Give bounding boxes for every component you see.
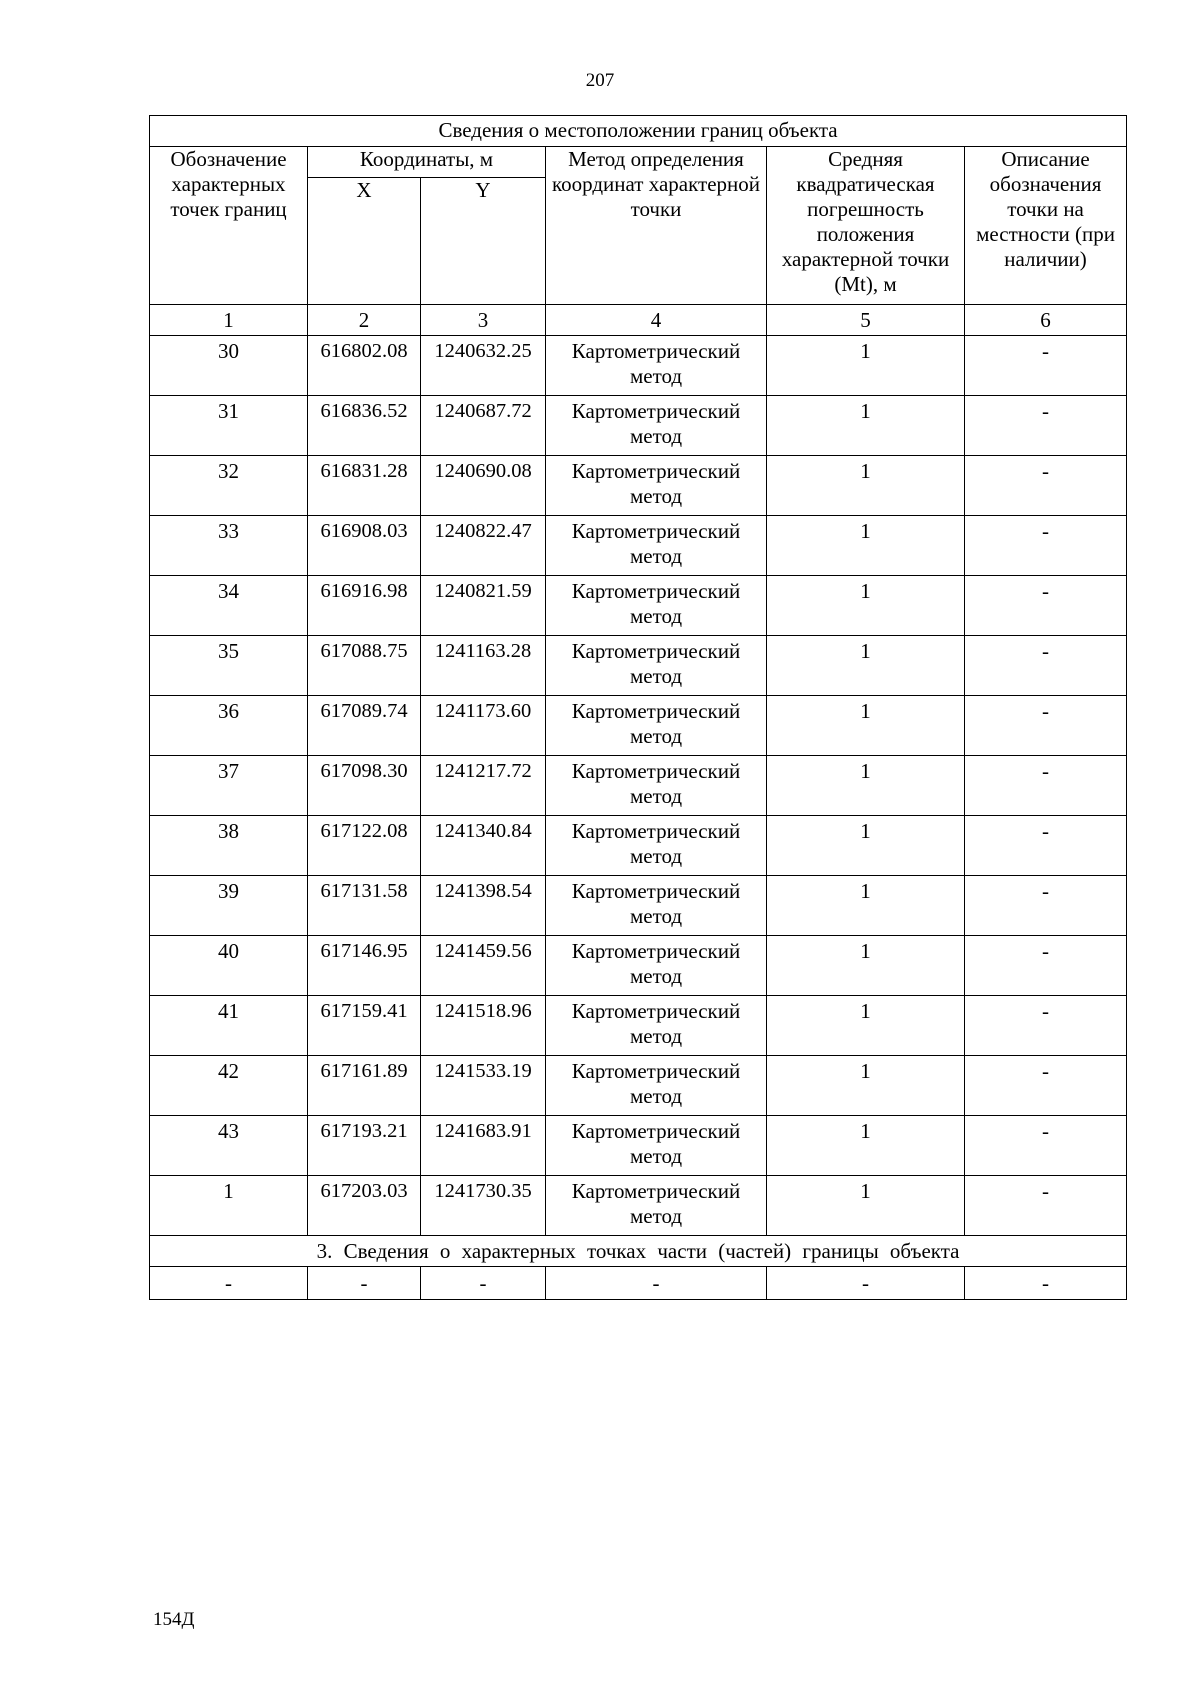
method-cell: Картометрический метод [546,936,767,996]
description-cell: - [965,1056,1127,1116]
header-coords: Координаты, м [308,147,546,178]
method-cell: Картометрический метод [546,756,767,816]
x-coordinate-cell: 617159.41 [308,996,421,1056]
table-cell: - [421,1267,546,1300]
table-cell: - [308,1267,421,1300]
y-coordinate-cell: 1240632.25 [421,336,546,396]
error-cell: 1 [767,1056,965,1116]
method-cell: Картометрический метод [546,336,767,396]
x-coordinate-cell: 617193.21 [308,1116,421,1176]
header-x: X [308,178,421,305]
boundary-coordinates-table [149,115,1127,1300]
description-cell: - [965,816,1127,876]
x-coordinate-cell: 617131.58 [308,876,421,936]
table-row [150,456,1127,516]
point-cell: 41 [150,996,308,1056]
description-cell: - [965,1176,1127,1236]
method-cell: Картометрический метод [546,516,767,576]
error-cell: 1 [767,996,965,1056]
y-coordinate-cell: 1241398.54 [421,876,546,936]
x-coordinate-cell: 617203.03 [308,1176,421,1236]
y-coordinate-cell: 1241217.72 [421,756,546,816]
column-number: 2 [308,305,421,336]
error-cell: 1 [767,396,965,456]
column-number: 4 [546,305,767,336]
point-cell: 36 [150,696,308,756]
header-method: Метод определения координат характерной точки [546,147,767,305]
description-cell: - [965,696,1127,756]
header-row [150,147,1127,178]
column-numbers-row [150,305,1127,336]
table-row [150,696,1127,756]
table-row [150,336,1127,396]
x-coordinate-cell: 616836.52 [308,396,421,456]
method-cell: Картометрический метод [546,636,767,696]
x-coordinate-cell: 617146.95 [308,936,421,996]
method-cell: Картометрический метод [546,696,767,756]
point-cell: 43 [150,1116,308,1176]
x-coordinate-cell: 617089.74 [308,696,421,756]
y-coordinate-cell: 1241533.19 [421,1056,546,1116]
point-cell: 1 [150,1176,308,1236]
column-number: 6 [965,305,1127,336]
section-3-row [150,1236,1127,1267]
table-title-row [150,116,1127,147]
error-cell: 1 [767,756,965,816]
table-row [150,636,1127,696]
table-row [150,756,1127,816]
table-row [150,396,1127,456]
x-coordinate-cell: 617161.89 [308,1056,421,1116]
table-cell: - [767,1267,965,1300]
description-cell: - [965,456,1127,516]
table-row [150,816,1127,876]
table-cell: - [965,1267,1127,1300]
section-3-empty-row [150,1267,1127,1300]
y-coordinate-cell: 1241683.91 [421,1116,546,1176]
error-cell: 1 [767,336,965,396]
description-cell: - [965,996,1127,1056]
table-row [150,996,1127,1056]
x-coordinate-cell: 617088.75 [308,636,421,696]
table-row [150,1176,1127,1236]
table-cell: - [546,1267,767,1300]
header-point: Обозначение характерных точек границ [150,147,308,305]
x-coordinate-cell: 616908.03 [308,516,421,576]
error-cell: 1 [767,816,965,876]
error-cell: 1 [767,696,965,756]
y-coordinate-cell: 1241173.60 [421,696,546,756]
method-cell: Картометрический метод [546,996,767,1056]
section-3-title: 3. Сведения о характерных точках части (частей) границы объекта [150,1236,1127,1267]
table-row [150,1056,1127,1116]
document-code: 154Д [153,1609,195,1630]
description-cell: - [965,516,1127,576]
table-title: Сведения о местоположении границ объекта [150,116,1127,147]
method-cell: Картометрический метод [546,1176,767,1236]
method-cell: Картометрический метод [546,456,767,516]
description-cell: - [965,1116,1127,1176]
x-coordinate-cell: 616831.28 [308,456,421,516]
header-error: Средняя квадратическая погрешность положения характерной точки (Mt), м [767,147,965,305]
header-description: Описание обозначения точки на местности (при наличии) [965,147,1127,305]
description-cell: - [965,576,1127,636]
error-cell: 1 [767,576,965,636]
description-cell: - [965,396,1127,456]
method-cell: Картометрический метод [546,1056,767,1116]
error-cell: 1 [767,636,965,696]
y-coordinate-cell: 1241163.28 [421,636,546,696]
table-row [150,1116,1127,1176]
column-number: 1 [150,305,308,336]
error-cell: 1 [767,876,965,936]
point-cell: 33 [150,516,308,576]
column-number: 3 [421,305,546,336]
point-cell: 38 [150,816,308,876]
x-coordinate-cell: 616916.98 [308,576,421,636]
description-cell: - [965,756,1127,816]
point-cell: 30 [150,336,308,396]
table-row [150,516,1127,576]
table-body [150,336,1127,1236]
point-cell: 31 [150,396,308,456]
x-coordinate-cell: 617098.30 [308,756,421,816]
method-cell: Картометрический метод [546,396,767,456]
table-row [150,576,1127,636]
y-coordinate-cell: 1241459.56 [421,936,546,996]
description-cell: - [965,636,1127,696]
point-cell: 37 [150,756,308,816]
point-cell: 39 [150,876,308,936]
table-row [150,936,1127,996]
x-coordinate-cell: 617122.08 [308,816,421,876]
method-cell: Картометрический метод [546,816,767,876]
table-cell: - [150,1267,308,1300]
y-coordinate-cell: 1240821.59 [421,576,546,636]
y-coordinate-cell: 1241340.84 [421,816,546,876]
error-cell: 1 [767,516,965,576]
error-cell: 1 [767,1176,965,1236]
method-cell: Картометрический метод [546,1116,767,1176]
point-cell: 32 [150,456,308,516]
point-cell: 34 [150,576,308,636]
column-number: 5 [767,305,965,336]
error-cell: 1 [767,1116,965,1176]
table-row [150,876,1127,936]
method-cell: Картометрический метод [546,576,767,636]
method-cell: Картометрический метод [546,876,767,936]
point-cell: 35 [150,636,308,696]
page-number: 207 [585,70,615,91]
x-coordinate-cell: 616802.08 [308,336,421,396]
y-coordinate-cell: 1241518.96 [421,996,546,1056]
error-cell: 1 [767,456,965,516]
y-coordinate-cell: 1240690.08 [421,456,546,516]
y-coordinate-cell: 1241730.35 [421,1176,546,1236]
point-cell: 40 [150,936,308,996]
point-cell: 42 [150,1056,308,1116]
y-coordinate-cell: 1240687.72 [421,396,546,456]
description-cell: - [965,936,1127,996]
header-y: Y [421,178,546,305]
description-cell: - [965,336,1127,396]
error-cell: 1 [767,936,965,996]
description-cell: - [965,876,1127,936]
y-coordinate-cell: 1240822.47 [421,516,546,576]
